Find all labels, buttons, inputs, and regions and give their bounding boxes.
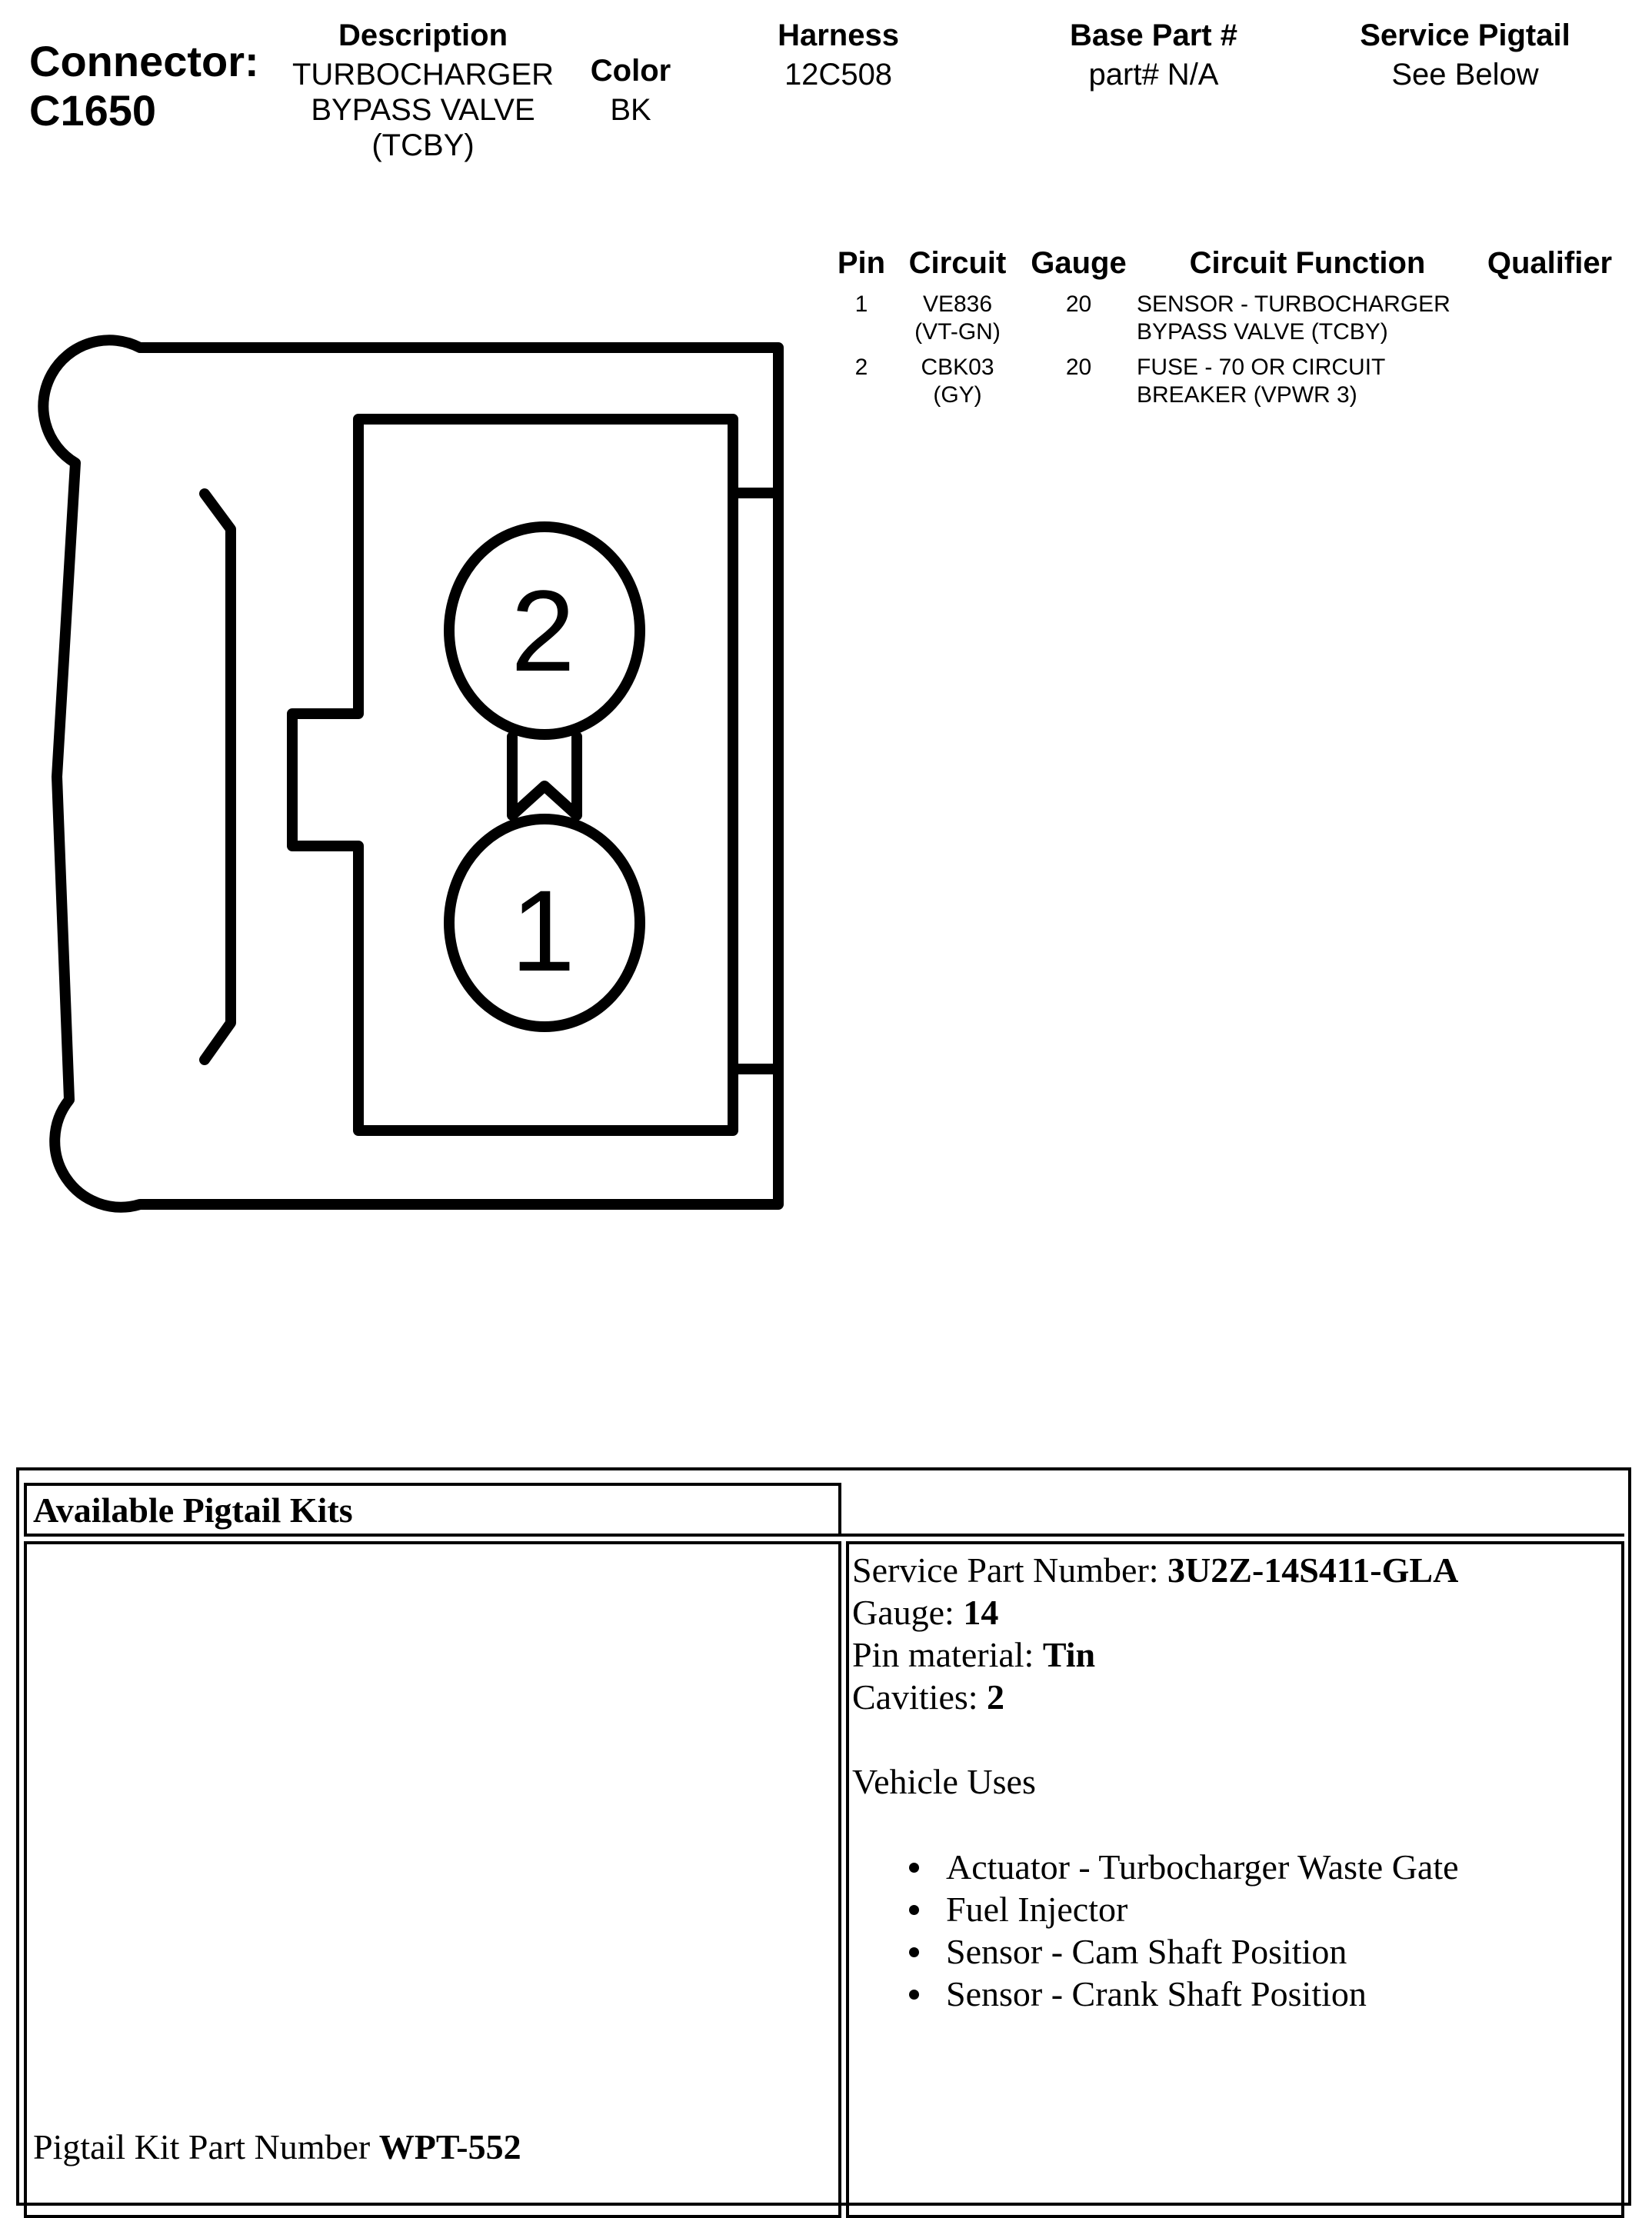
pin-2-label: 2 [511, 566, 575, 695]
circuit-function-line-2: BREAKER (VPWR 3) [1137, 382, 1357, 408]
color-value: BK [610, 93, 651, 127]
base-part-block [1038, 17, 1269, 92]
bullet-icon [909, 1863, 919, 1873]
table-row [823, 354, 1638, 414]
pigtail-kit-value: WPT-552 [378, 2127, 521, 2166]
connector-face-diagram [0, 0, 831, 1246]
bullet-icon [909, 1905, 919, 1915]
vehicle-uses-heading: Vehicle Uses [852, 1762, 1036, 1801]
description-heading: Description [338, 18, 508, 52]
vehicle-use-text: Actuator - Turbocharger Waste Gate [946, 1847, 1459, 1887]
base-part-heading: Base Part # [1070, 18, 1237, 52]
pigtail-details-cell [846, 1541, 1624, 2218]
connector-housing-outline [43, 340, 778, 1207]
wire-color: (GY) [933, 382, 982, 408]
pigtail-image-cell [24, 1541, 841, 2218]
vehicle-use-text: Sensor - Crank Shaft Position [946, 1974, 1367, 2013]
list-item [849, 1888, 1618, 1930]
pigtail-gauge-label: Gauge: [852, 1593, 964, 1632]
service-part-number [852, 1549, 1458, 1591]
pigtail-kit-label: Pigtail Kit Part Number [33, 2127, 379, 2166]
vehicle-uses-list [849, 1846, 1618, 2015]
housing-notch-top [205, 494, 231, 1060]
service-pigtail-value: See Below [1391, 58, 1539, 92]
base-part-value: part# N/A [1088, 58, 1219, 92]
circuit-function-line-1: FUSE - 70 OR CIRCUIT [1137, 355, 1386, 380]
pigtail-title-spacer [838, 1483, 1624, 1537]
wire-color: (VT-GN) [914, 319, 1001, 345]
pigtail-title: Available Pigtail Kits [33, 1490, 353, 1530]
cavities-value: 2 [987, 1677, 1005, 1717]
color-heading: Color [590, 54, 671, 88]
description-line-2: BYPASS VALVE [311, 93, 535, 127]
pigtail-title-cell [24, 1483, 841, 1537]
description-line-3: (TCBY) [371, 128, 475, 162]
circuit-function-column-header: Circuit Function [1189, 246, 1426, 280]
cavities-label: Cavities: [852, 1677, 988, 1717]
connector-label: Connector: [29, 37, 259, 85]
service-part-label: Service Part Number: [852, 1550, 1168, 1590]
vehicle-use-text: Sensor - Cam Shaft Position [946, 1932, 1347, 1971]
pin-column-header: Pin [837, 246, 886, 280]
circuit-code: CBK03 [921, 355, 994, 380]
pigtail-gauge-value: 14 [963, 1593, 999, 1632]
pin-1-label: 1 [511, 866, 575, 995]
pin-number: 1 [854, 291, 868, 317]
description-line-1: TURBOCHARGER [291, 58, 555, 92]
qualifier-column-header: Qualifier [1487, 246, 1613, 280]
harness-heading: Harness [778, 18, 899, 52]
list-item [849, 1973, 1618, 2015]
pin-material-value: Tin [1042, 1635, 1096, 1674]
connector-id: C1650 [29, 86, 157, 135]
circuit-function-line-1: SENSOR - TURBOCHARGER [1137, 291, 1450, 317]
harness-value: 12C508 [784, 58, 893, 92]
pin-material-label: Pin material: [852, 1635, 1043, 1674]
circuit-code: VE836 [922, 291, 993, 317]
vehicle-use-text: Fuel Injector [946, 1890, 1128, 1929]
gauge-column-header: Gauge [1031, 246, 1127, 280]
wire-gauge: 20 [1065, 291, 1092, 317]
list-item [849, 1846, 1618, 1888]
pigtail-kit-part-number [33, 2126, 521, 2168]
table-row [823, 291, 1638, 351]
bullet-icon [909, 1947, 919, 1957]
circuit-column-header: Circuit [908, 246, 1007, 280]
polarising-key [512, 737, 577, 815]
wire-gauge: 20 [1065, 355, 1092, 380]
service-pigtail-block [1331, 17, 1600, 92]
service-pigtail-heading: Service Pigtail [1360, 18, 1570, 52]
pin-number: 2 [854, 355, 868, 380]
circuit-function-line-2: BYPASS VALVE (TCBY) [1137, 319, 1388, 345]
cavities [852, 1676, 1004, 1718]
service-part-value: 3U2Z-14S411-GLA [1167, 1550, 1459, 1590]
pigtail-gauge [852, 1591, 998, 1634]
pin-material [852, 1634, 1095, 1676]
list-item [849, 1930, 1618, 1973]
bullet-icon [909, 1990, 919, 2000]
